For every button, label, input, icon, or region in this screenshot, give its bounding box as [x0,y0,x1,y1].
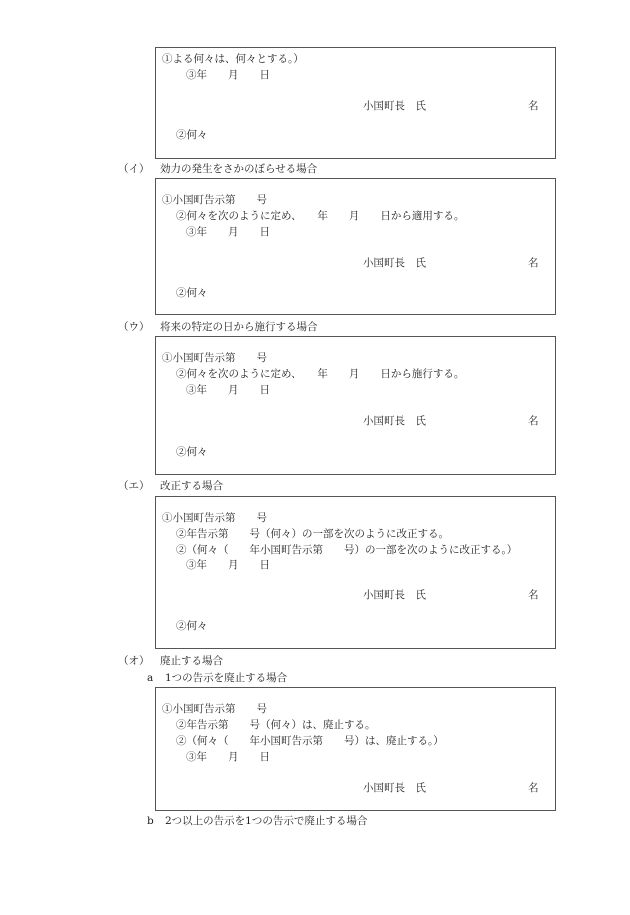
notice-body-1: ②年告示第 号（何々）は、廃止する。 [176,719,376,731]
sub-mark-b: b [147,815,154,827]
box1-mei: 名 [528,100,539,112]
notice-signer: 小国町長 氏 [363,782,426,794]
heading-o: 廃止する場合 [160,655,223,667]
notice-number: ①小国町告示第 号 [162,512,267,524]
form-box-1 [155,47,556,159]
notice-mei: 名 [528,415,539,427]
sub-mark-a: a [147,672,154,684]
form-box-e [155,496,556,649]
sub-heading-a: 1つの告示を廃止する場合 [165,672,288,684]
notice-body-2: ②（何々（ 年小国町告示第 号）の一部を次のように改正する。） [176,544,518,556]
notice-date: ③年 月 日 [186,559,270,571]
box1-date: ③年 月 日 [186,69,270,81]
notice-number: ①小国町告示第 号 [162,703,267,715]
box1-text: ①よる何々は、何々とする。） [162,53,304,65]
notice-mei: 名 [528,589,539,601]
notice-item: ②何々 [176,446,208,458]
notice-date: ③年 月 日 [186,226,270,238]
box1-item: ②何々 [176,129,208,141]
form-box-o [155,687,556,811]
notice-date: ③年 月 日 [186,384,270,396]
heading-mark-u: （ウ） [118,321,150,333]
notice-number: ①小国町告示第 号 [162,194,267,206]
notice-item: ②何々 [176,287,208,299]
notice-item: ②何々 [176,620,208,632]
form-box-u [155,336,556,475]
heading-mark-e: （エ） [118,480,150,492]
heading-u: 将来の特定の日から施行する場合 [160,321,318,333]
notice-signer: 小国町長 氏 [363,589,426,601]
notice-number: ①小国町告示第 号 [162,352,267,364]
notice-signer: 小国町長 氏 [363,257,426,269]
notice-signer: 小国町長 氏 [363,415,426,427]
sub-heading-b: 2つ以上の告示を1つの告示で廃止する場合 [165,815,368,827]
heading-mark-o: （オ） [118,655,150,667]
notice-body-2: ②（何々（ 年小国町告示第 号）は、廃止する。） [176,735,444,747]
notice-mei: 名 [528,257,539,269]
heading-mark-i: （イ） [118,163,150,175]
box1-signer: 小国町長 氏 [363,100,426,112]
notice-date: ③年 月 日 [186,751,270,763]
notice-body-1: ②年告示第 号（何々）の一部を次のように改正する。 [176,528,449,540]
heading-e: 改正する場合 [160,480,223,492]
notice-body: ②何々を次のように定め、 年 月 日から施行する。 [176,368,465,380]
form-box-i [155,178,556,315]
notice-body: ②何々を次のように定め、 年 月 日から適用する。 [176,210,465,222]
heading-i: 効力の発生をさかのぼらせる場合 [160,163,318,175]
notice-mei: 名 [528,782,539,794]
